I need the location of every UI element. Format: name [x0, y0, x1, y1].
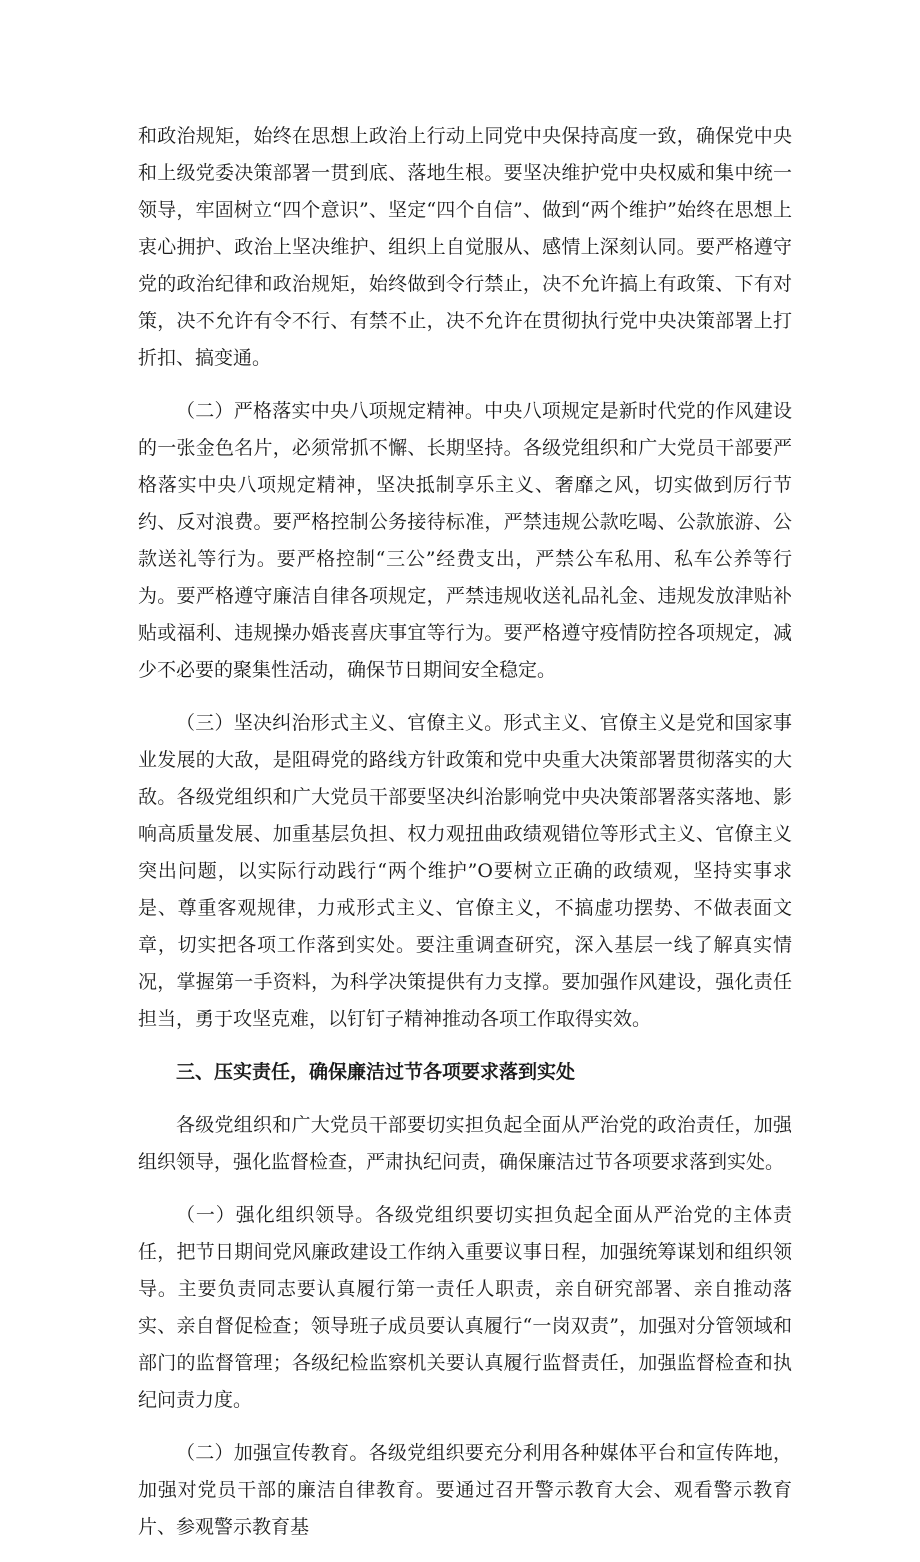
document-page	[138, 118, 792, 1562]
paragraph-section-intro: 各级党组织和广大党员干部要切实担负起全面从严治党的政治责任，加强组织领导，强化监督检查，严肃执纪问责，确保廉洁过节各项要求落到实处。	[138, 1114, 792, 1173]
paragraph-organizational-leadership: （一）强化组织领导。各级党组织要切实担负起全面从严治党的主体责任，把节日期间党风廉政建设工作纳入重要议事日程，加强统筹谋划和组织领导。主要负责同志要认真履行第一责任人职责，亲自研究部署、亲自推动落实、亲自督促检查；领导班子成员要认真履行“一岗双责”，加强对分管领域和部门的监督管理；各级纪检监察机关要认真履行监督责任，加强监督检查和执纪问责力度。	[138, 1204, 792, 1411]
paragraph-political-rules: 和政治规矩，始终在思想上政治上行动上同党中央保持高度一致，确保党中央和上级党委决策部署一贯到底、落地生根。要坚决维护党中央权威和集中统一领导，牢固树立“四个意识”、坚定“四个自信”、做到“两个维护”始终在思想上衷心拥护、政治上坚决维护、组织上自觉服从、感情上深刻认同。要严格遵守党的政治纪律和政治规矩，始终做到令行禁止，决不允许搞上有政策、下有对策，决不允许有令不行、有禁不止，决不允许在贯彻执行党中央决策部署上打折扣、搞变通。	[138, 125, 792, 369]
section-heading-responsibility: 三、压实责任，确保廉洁过节各项要求落到实处	[176, 1061, 576, 1083]
paragraph-publicity-education: （二）加强宣传教育。各级党组织要充分利用各种媒体平台和宣传阵地，加强对党员干部的廉洁自律教育。要通过召开警示教育大会、观看警示教育片、参观警示教育基	[138, 1442, 792, 1538]
paragraph-eight-regulations: （二）严格落实中央八项规定精神。中央八项规定是新时代党的作风建设的一张金色名片，必须常抓不懈、长期坚持。各级党组织和广大党员干部要严格落实中央八项规定精神，坚决抵制享乐主义、奢靡之风，切实做到厉行节约、反对浪费。要严格控制公务接待标准，严禁违规公款吃喝、公款旅游、公款送礼等行为。要严格控制“三公”经费支出，严禁公车私用、私车公养等行为。要严格遵守廉洁自律各项规定，严禁违规收送礼品礼金、违规发放津贴补贴或福利、违规操办婚丧喜庆事宜等行为。要严格遵守疫情防控各项规定，减少不必要的聚集性活动，确保节日期间安全稳定。	[138, 400, 792, 681]
paragraph-formalism-bureaucratism: （三）坚决纠治形式主义、官僚主义。形式主义、官僚主义是党和国家事业发展的大敌，是阻碍党的路线方针政策和党中央重大决策部署贯彻落实的大敌。各级党组织和广大党员干部要坚决纠治影响党中央决策部署落实落地、影响高质量发展、加重基层负担、权力观扭曲政绩观错位等形式主义、官僚主义突出问题，以实际行动践行“两个维护”O要树立正确的政绩观，坚持实事求是、尊重客观规律，力戒形式主义、官僚主义，不搞虚功摆势、不做表面文章，切实把各项工作落到实处。要注重调查研究，深入基层一线了解真实情况，掌握第一手资料，为科学决策提供有力支撑。要加强作风建设，强化责任担当，勇于攻坚克难，以钉钉子精神推动各项工作取得实效。	[138, 712, 792, 1030]
